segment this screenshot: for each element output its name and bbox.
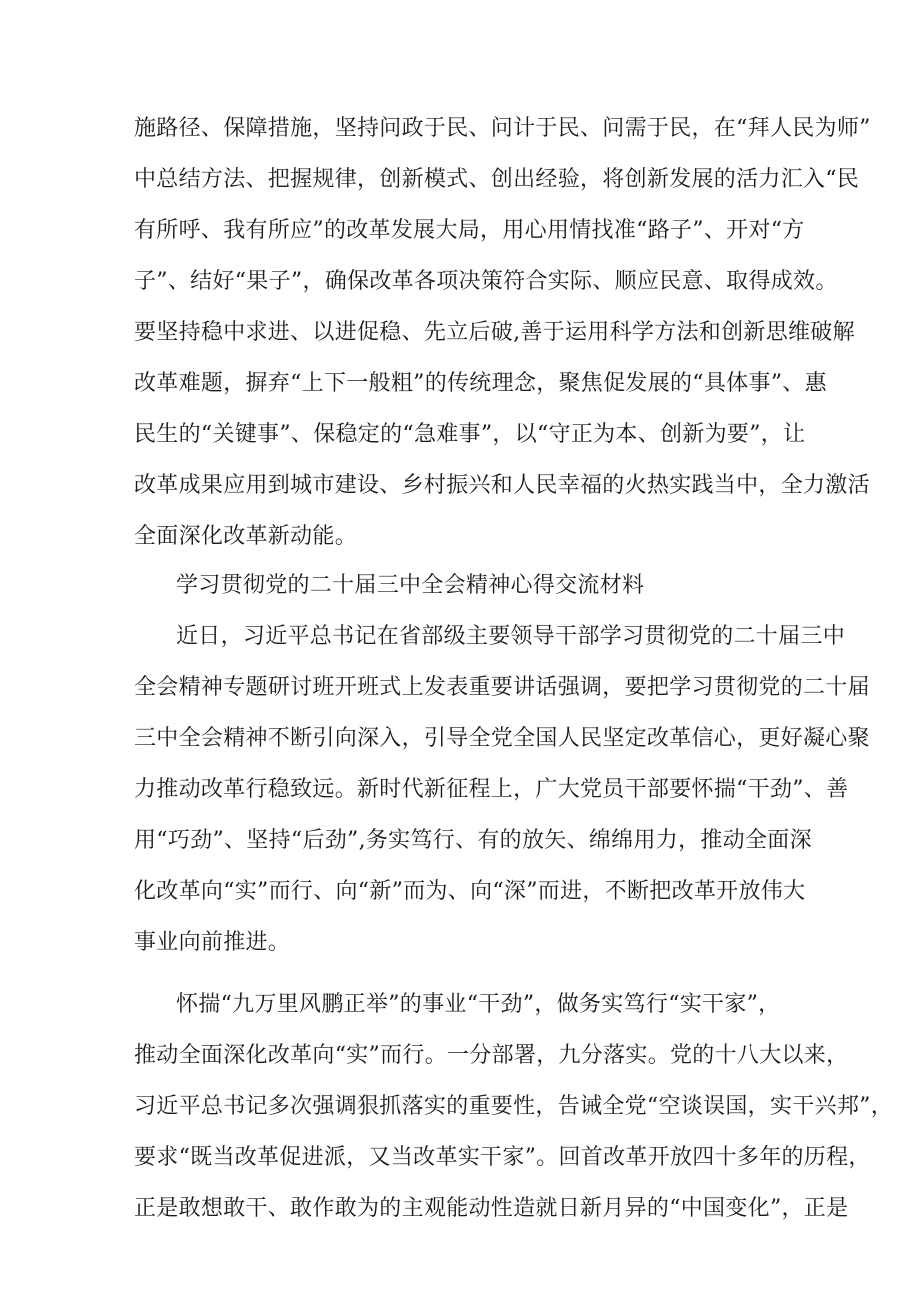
paragraph-line: 三中全会精神不断引向深入，引导全党全国人民坚定改革信心，更好凝心聚 xyxy=(134,726,870,751)
paragraph-line: 施路径、保障措施，坚持问政于民、问计于民、问需于民，在“拜人民为师” xyxy=(134,116,871,141)
paragraph-line: 近日，习近平总书记在省部级主要领导干部学习贯彻党的二十届三中 xyxy=(176,624,846,649)
paragraph-line: 子”、结好“果子”，确保改革各项决策符合实际、顺应民意、取得成效。 xyxy=(134,269,838,294)
paragraph-line: 全会精神专题研讨班开班式上发表重要讲话强调，要把学习贯彻党的二十届 xyxy=(134,675,870,700)
paragraph-line: 改革难题，摒弃“上下一般粗”的传统理念，聚焦促发展的“具体事”、惠 xyxy=(134,371,827,396)
paragraph-line: 中总结方法、把握规律，创新模式、创出经验，将创新发展的活力汇入“民 xyxy=(134,167,860,192)
paragraph-line: 要坚持稳中求进、以进促稳、先立后破,善于运用科学方法和创新思维破解 xyxy=(134,320,855,345)
paragraph-line: 要求“既当改革促进派，又当改革实干家”。回首改革开放四十多年的历程， xyxy=(134,1145,871,1170)
paragraph-line: 事业向前推进。 xyxy=(134,930,291,955)
paragraph-line: 化改革向“实”而行、向“新”而为、向“深”而进，不断把改革开放伟大 xyxy=(134,879,806,904)
paragraph-line: 推动全面深化改革向“实”而行。一分部署，九分落实。党的十八大以来， xyxy=(134,1043,849,1068)
section-title: 学习贯彻党的二十届三中全会精神心得交流材料 xyxy=(176,573,645,598)
paragraph-line: 正是敢想敢干、敢作敢为的主观能动性造就日新月异的“中国变化”，正是 xyxy=(134,1196,849,1221)
paragraph-line: 改革成果应用到城市建设、乡村振兴和人民幸福的火热实践当中，全力激活 xyxy=(134,473,870,498)
paragraph-line: 力推动改革行稳致远。新时代新征程上，广大党员干部要怀揣“干劲”、善 xyxy=(134,777,849,802)
paragraph-line: 用“巧劲”、坚持“后劲”,务实笃行、有的放矢、绵绵用力，推动全面深 xyxy=(134,828,812,853)
paragraph-line: 民生的“关键事”、保稳定的“急难事”，以“守正为本、创新为要”，让 xyxy=(134,422,806,447)
paragraph-line: 有所呼、我有所应”的改革发展大局，用心用情找准“路子”、开对“方 xyxy=(134,218,805,243)
paragraph-line: 怀揣“九万里风鹏正举”的事业“干劲”，做务实笃行“实干家”， xyxy=(176,992,781,1017)
paragraph-line: 习近平总书记多次强调狠抓落实的重要性，告诫全党“空谈误国，实干兴邦”， xyxy=(134,1094,893,1119)
paragraph-line: 全面深化改革新动能。 xyxy=(134,524,358,549)
